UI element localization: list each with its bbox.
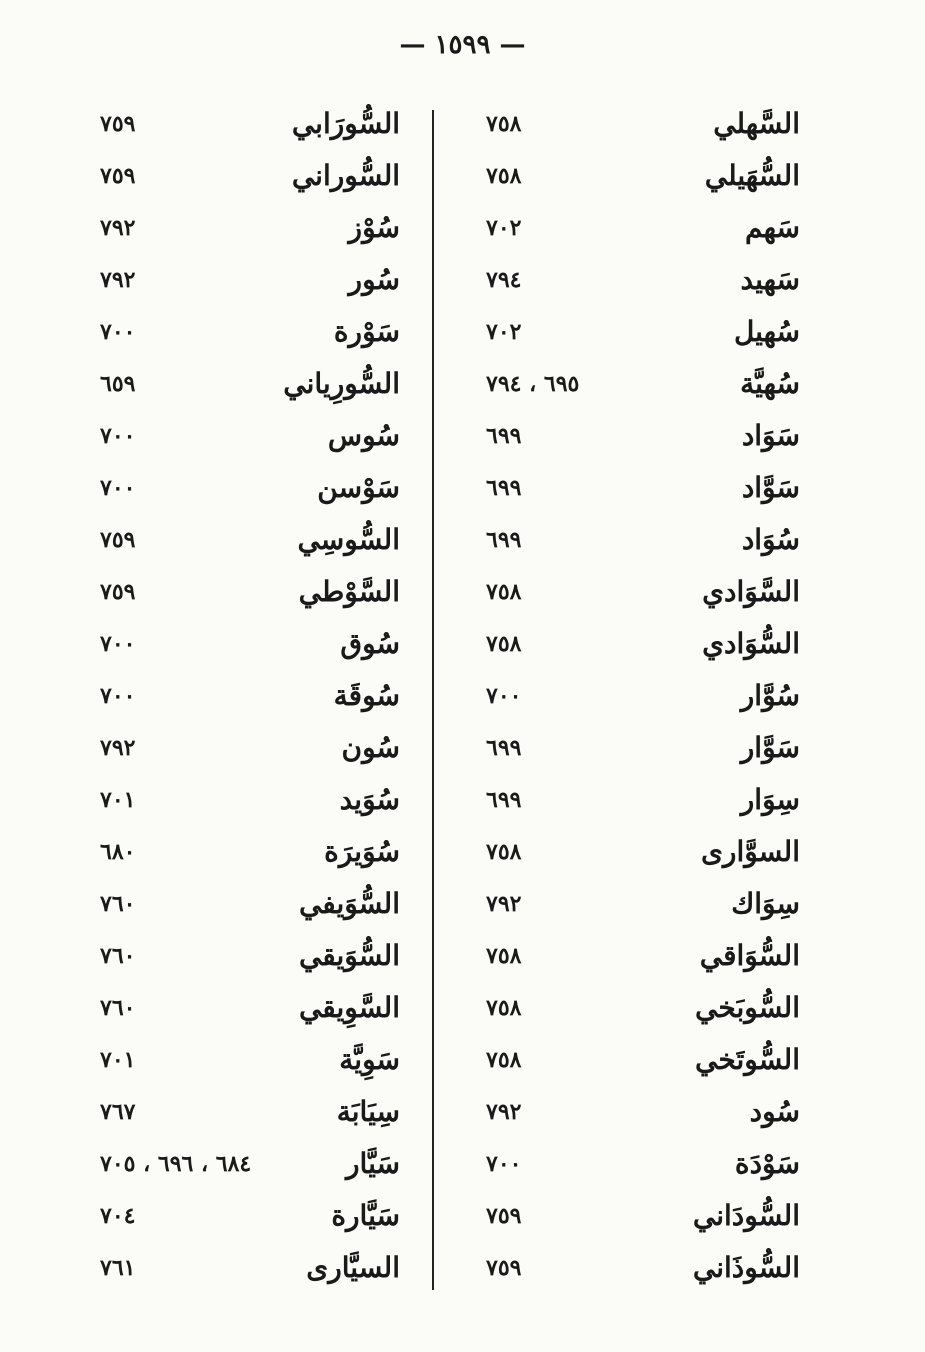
entry-page-ref: ٧٠٠ — [100, 423, 136, 449]
entry-page-ref: ٧٠٢ — [486, 319, 522, 345]
entry-name: السُّوَاقي — [699, 939, 800, 972]
entry-page-ref: ٧٥٩ — [100, 527, 136, 553]
index-entry — [90, 826, 400, 878]
entry-name: سُهيل — [733, 315, 800, 348]
index-entry — [90, 514, 400, 566]
entry-name: سُوَيد — [339, 783, 400, 816]
entry-name: سُوَّار — [740, 679, 800, 712]
index-entry — [480, 254, 800, 306]
entry-name: سَهيد — [740, 263, 800, 296]
index-entry — [480, 1086, 800, 1138]
entry-page-ref: ٧٩٢ — [100, 215, 136, 241]
entry-name: سُور — [348, 263, 400, 296]
entry-page-ref: ٧٠٠ — [100, 319, 136, 345]
entry-name: سِوَار — [740, 783, 800, 816]
entry-name: سُهيَّة — [740, 367, 800, 400]
entry-name: سَيَّارة — [331, 1199, 400, 1232]
index-entry — [90, 618, 400, 670]
index-entry — [90, 98, 400, 150]
index-entry — [480, 410, 800, 462]
entry-page-ref: ٧٠٠ — [100, 631, 136, 657]
entry-name: سُود — [749, 1095, 800, 1128]
index-entry — [90, 1034, 400, 1086]
entry-name: السَّهلي — [713, 107, 800, 140]
entry-name: سِوَاك — [731, 887, 800, 920]
entry-name: السُّودَاني — [692, 1199, 800, 1232]
index-entry — [90, 306, 400, 358]
index-entry — [480, 722, 800, 774]
entry-page-ref: ٦٩٩ — [486, 475, 522, 501]
index-entry — [480, 306, 800, 358]
entry-page-ref: ٧٩٢ — [486, 1099, 522, 1125]
entry-page-ref: ٧٥٩ — [100, 579, 136, 605]
index-entry — [90, 722, 400, 774]
index-entry — [480, 878, 800, 930]
index-entry — [90, 1242, 400, 1294]
column-divider — [432, 110, 434, 1290]
entry-name: السَّوِيقي — [298, 991, 400, 1024]
entry-name: السُّوذَاني — [692, 1251, 800, 1284]
entry-page-ref: ٦٨٤ ، ٦٩٦ ، ٧٠٥ — [100, 1151, 252, 1177]
index-entry — [480, 1138, 800, 1190]
index-entry — [90, 566, 400, 618]
entry-name: السُّوَيقي — [298, 939, 400, 972]
entry-name: سَوْسن — [317, 471, 400, 504]
index-entry — [480, 1242, 800, 1294]
entry-page-ref: ٧٥٨ — [486, 839, 522, 865]
index-entry — [480, 98, 800, 150]
entry-name: السُّوبَخي — [695, 991, 800, 1024]
index-entry — [480, 826, 800, 878]
index-entry — [480, 982, 800, 1034]
index-entry — [90, 1086, 400, 1138]
entry-name: السُّوسِي — [297, 523, 400, 556]
entry-name: سِيَابَة — [336, 1095, 400, 1128]
entry-name: السُّوَيفي — [298, 887, 400, 920]
entry-page-ref: ٧٦٠ — [100, 995, 136, 1021]
entry-name: سَوَّار — [740, 731, 800, 764]
entry-name: السيَّارى — [306, 1251, 400, 1284]
entry-page-ref: ٦٩٩ — [486, 787, 522, 813]
entry-name: سَوْدَة — [734, 1147, 800, 1180]
index-entry — [480, 150, 800, 202]
entry-page-ref: ٧٥٩ — [486, 1203, 522, 1229]
index-entry — [480, 358, 800, 410]
index-entry — [90, 410, 400, 462]
index-column-right — [480, 98, 800, 1294]
index-entry — [480, 930, 800, 982]
entry-name: السُّوتَخي — [695, 1043, 800, 1076]
entry-name: سَوَّاد — [741, 471, 800, 504]
entry-page-ref: ٧٩٢ — [100, 267, 136, 293]
entry-name: السُّوراني — [291, 159, 400, 192]
index-entry — [480, 202, 800, 254]
entry-page-ref: ٧٦٠ — [100, 943, 136, 969]
entry-name: سَوِيَّة — [339, 1043, 400, 1076]
index-entry — [90, 670, 400, 722]
entry-page-ref: ٧٥٨ — [486, 943, 522, 969]
index-entry — [90, 774, 400, 826]
entry-name: السَّوَادي — [702, 575, 800, 608]
entry-name: السُّهَيلي — [704, 159, 800, 192]
index-entry — [90, 202, 400, 254]
entry-name: سُوس — [327, 419, 400, 452]
index-entry — [480, 1190, 800, 1242]
index-entry — [480, 514, 800, 566]
entry-page-ref: ٦٩٥ ، ٧٩٤ — [486, 371, 580, 397]
entry-name: سُوَيرَة — [324, 835, 400, 868]
index-entry — [90, 1138, 400, 1190]
entry-page-ref: ٧٥٨ — [486, 631, 522, 657]
entry-name: سَهم — [744, 211, 800, 244]
entry-page-ref: ٧٩٤ — [486, 267, 522, 293]
entry-page-ref: ٧٦٠ — [100, 891, 136, 917]
entry-page-ref: ٧٥٩ — [100, 111, 136, 137]
entry-name: سُوْز — [348, 211, 400, 244]
entry-name: السوَّارى — [701, 835, 800, 868]
entry-page-ref: ٧٥٨ — [486, 163, 522, 189]
index-column-left — [90, 98, 400, 1294]
entry-page-ref: ٧٥٩ — [100, 163, 136, 189]
entry-page-ref: ٧٩٢ — [100, 735, 136, 761]
entry-page-ref: ٧٥٩ — [486, 1255, 522, 1281]
entry-name: سَوَاد — [741, 419, 800, 452]
index-entry — [90, 150, 400, 202]
index-entry — [480, 774, 800, 826]
index-entry — [480, 1034, 800, 1086]
entry-page-ref: ٧٦١ — [100, 1255, 136, 1281]
entry-name: السَّوْطي — [298, 575, 400, 608]
entry-page-ref: ٧٠١ — [100, 787, 136, 813]
entry-name: سُوَاد — [741, 523, 800, 556]
entry-name: سُون — [341, 731, 400, 764]
index-entry — [480, 618, 800, 670]
entry-page-ref: ٧٠٢ — [486, 215, 522, 241]
entry-name: سُوق — [340, 627, 400, 660]
page-number: — ١٥٩٩ — — [399, 30, 526, 60]
entry-page-ref: ٧٠١ — [100, 1047, 136, 1073]
entry-page-ref: ٧٥٨ — [486, 111, 522, 137]
entry-name: سُوقَة — [333, 679, 400, 712]
index-entry — [90, 358, 400, 410]
entry-page-ref: ٧٩٢ — [486, 891, 522, 917]
index-entry — [90, 878, 400, 930]
entry-name: سَيَّار — [346, 1147, 400, 1180]
index-entry — [90, 982, 400, 1034]
entry-name: سَوْرة — [333, 315, 400, 348]
entry-page-ref: ٧٠٤ — [100, 1203, 136, 1229]
index-entry — [90, 1190, 400, 1242]
entry-name: السُّورَابي — [291, 107, 400, 140]
entry-page-ref: ٧٠٠ — [486, 683, 522, 709]
entry-page-ref: ٧٠٠ — [100, 683, 136, 709]
entry-page-ref: ٧٠٠ — [100, 475, 136, 501]
entry-page-ref: ٦٩٩ — [486, 527, 522, 553]
entry-page-ref: ٧٦٧ — [100, 1099, 136, 1125]
entry-page-ref: ٧٠٠ — [486, 1151, 522, 1177]
entry-page-ref: ٧٥٨ — [486, 1047, 522, 1073]
index-entry — [480, 462, 800, 514]
index-entry — [90, 254, 400, 306]
entry-page-ref: ٦٩٩ — [486, 735, 522, 761]
entry-name: السُّورِياني — [283, 367, 400, 400]
entry-name: السُّوَادي — [702, 627, 800, 660]
entry-page-ref: ٧٥٨ — [486, 995, 522, 1021]
entry-page-ref: ٧٥٨ — [486, 579, 522, 605]
index-entry — [90, 930, 400, 982]
index-entry — [90, 462, 400, 514]
entry-page-ref: ٦٩٩ — [486, 423, 522, 449]
index-entry — [480, 566, 800, 618]
entry-page-ref: ٦٥٩ — [100, 371, 136, 397]
index-entry — [480, 670, 800, 722]
entry-page-ref: ٦٨٠ — [100, 839, 136, 865]
